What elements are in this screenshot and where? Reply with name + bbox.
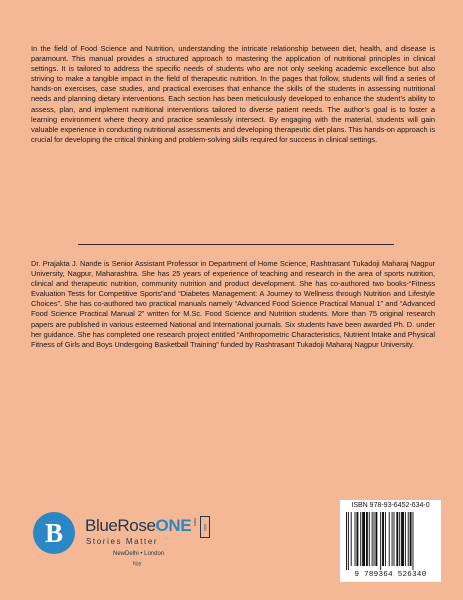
barcode-bar <box>374 512 375 566</box>
book-description: In the field of Food Science and Nutrition, understanding the intricate relationship between diet, health, and disease is paramount. This manual provides a structured approach to mastering the application of nutritional principles in clinical settings. It is tailored to address the specific needs of students who are not only seeking academic excellence but also striving to make a tangible impact in the field of therapeutic nutrition. In the pages that follow, students will find a series of hands-on exercises, case studies, and practical exercises that enhance the skills of the students in assessing nutritional needs and planning dietary interventions. Each section has been meticulously developed to enhance the student’s ability to assess, plan, and implement nutritional interventions tailored to diverse patient needs. The author’s goal is to foster a learning environment where theory and practice seamlessly intersect. By engaging with the material, students will gain valuable experience in conducting nutritional assessments and developing therapeutic diet plans. This hands-on approach is crucial for developing the critical thinking and problem-solving skills required for success in clinical settings. <box>31 44 435 144</box>
publisher-name-main: BlueRose <box>85 516 156 535</box>
barcode-bar <box>408 512 409 566</box>
barcode-bar <box>351 512 352 566</box>
social-icons: f◎y <box>133 561 142 567</box>
barcode-bar <box>375 512 377 566</box>
barcode-bar <box>410 512 412 566</box>
barcode-bar <box>372 512 373 566</box>
barcode-bar <box>396 512 398 566</box>
barcode-bar <box>394 512 395 566</box>
barcode-bar <box>392 512 393 566</box>
barcode-bar <box>405 512 406 566</box>
barcode-icon <box>344 512 437 570</box>
publisher-logo <box>33 508 233 588</box>
barcode-bar <box>362 512 365 566</box>
isbn-label: ISBN 978-93-6452-634-0 <box>351 502 430 509</box>
barcode-bar <box>369 512 370 566</box>
barcode-bar <box>380 512 381 570</box>
barcode-bar <box>389 512 390 566</box>
isbn-barcode <box>340 500 441 582</box>
barcode-bar <box>348 512 349 570</box>
barcode-bar <box>346 512 347 570</box>
publisher-tagline: Stories Matter <box>86 537 159 546</box>
barcode-bar <box>366 512 368 566</box>
barcode-bar <box>355 512 356 566</box>
barcode-bar <box>413 512 414 570</box>
section-divider <box>78 244 394 245</box>
barcode-bar <box>399 512 400 566</box>
publisher-logo-letter: B <box>45 518 64 548</box>
publisher-iso-badge: ISO <box>200 516 210 538</box>
publisher-logo-circle-icon <box>33 512 75 554</box>
publisher-cities: NewDelhi • London <box>113 551 165 557</box>
publisher-name-accent: ONE <box>155 516 192 535</box>
barcode-bar <box>356 512 358 566</box>
publisher-dotcom: .com <box>193 517 198 526</box>
barcode-bar <box>385 512 386 566</box>
barcode-bar <box>401 512 404 566</box>
author-bio: Dr. Prajakta J. Nande is Senior Assistant Professor in Department of Home Science, Rashtrasant Tukadoji Maharaj Nagpur University, Nagpur, Maharashtra. She has 25 years of experience of teaching and research in the area of sports nutrition, clinical and therapeutic nutrition, community nutrition and product development. She has co-authored two books-“Fitness Evaluation Tests for Competitive Sports”and “Diabetes Management: A Journey to Wellness through Nutrition and Lifestyle Choices”. She has co-authored two practical manuals namely “Advanced Food Science Practical Manual 1” and “Advanced Food Science Practical Manual 2” written for M.Sc. Food Science and Nutrition students. More than 75 original research papers are published in various esteemed National and International journals. Six students have been awarded Ph. D. under her guidance. She has completed one research project entitled “Anthropometric Characteristics, Nutrient Intake and Physical Fitness of Girls and Boys Undergoing Basketball Training” funded by Rashtrasant Tukadoji Maharaj Nagpur University. <box>31 259 435 349</box>
barcode-bar <box>382 512 384 566</box>
publisher-name <box>85 516 191 536</box>
barcode-number: 9 789364 526340 <box>354 571 427 579</box>
barcode-bar <box>360 512 361 566</box>
